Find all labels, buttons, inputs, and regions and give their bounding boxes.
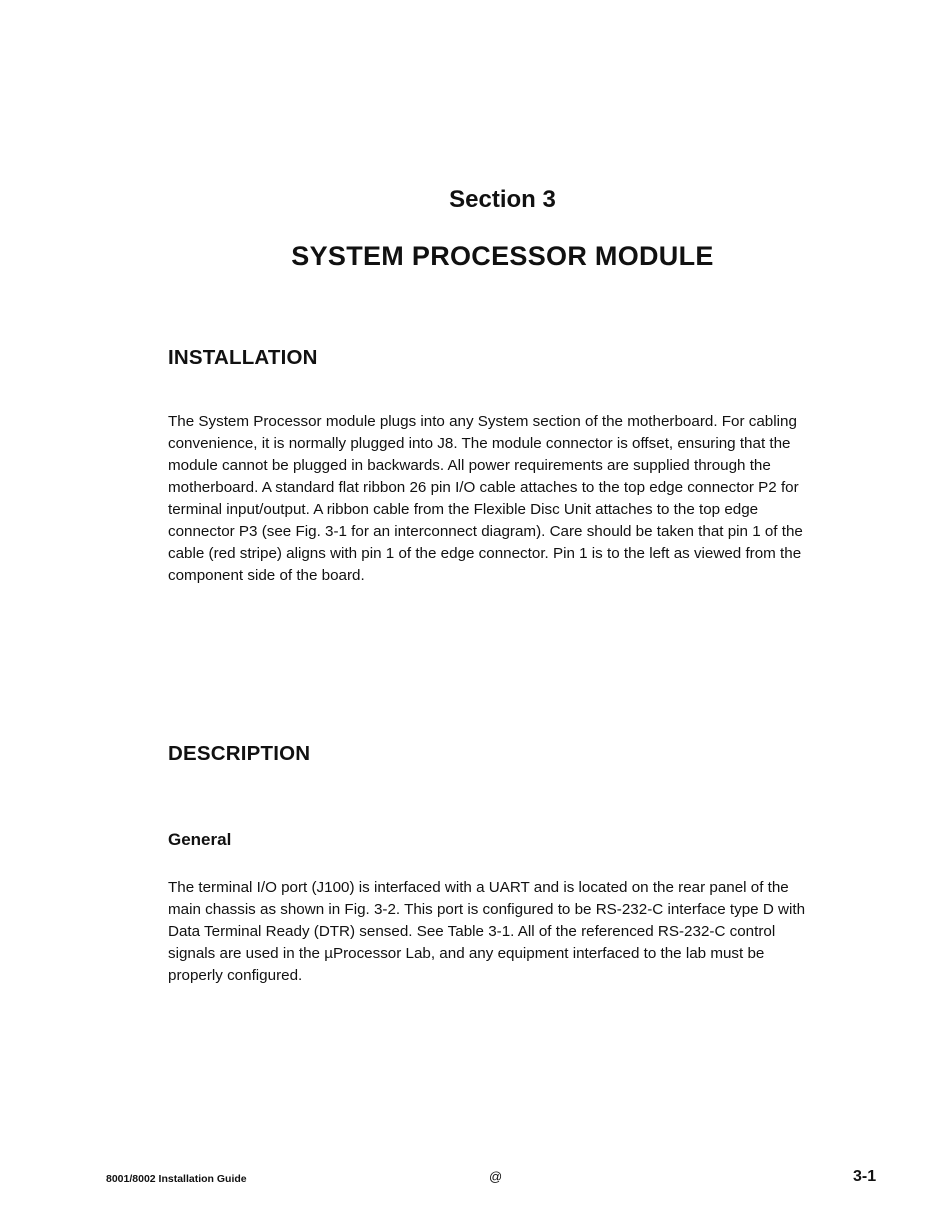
installation-paragraph: The System Processor module plugs into any System section of the motherboard. For cabling convenience, it is normally plugged into J8. The module connector is offset, ensuring that the module cannot be plugged in backwards. All power requirements are supplied through the motherboard. A standard flat ribbon 26 pin I/O cable attaches to the top edge connector P2 for terminal input/output. A ribbon cable from the Flexible Disc Unit attaches to the top edge connector P3 (see Fig. 3-1 for an interconnect diagram). Care should be taken that pin 1 of the cable (red stripe) aligns with pin 1 of the edge connector. Pin 1 is to the left as viewed from the component side of the board. bbox=[168, 413, 803, 584]
footer-mark: @ bbox=[489, 1169, 503, 1184]
section-title: SYSTEM PROCESSOR MODULE bbox=[291, 241, 714, 271]
section-number: Section 3 bbox=[449, 186, 556, 213]
page-number: 3-1 bbox=[853, 1168, 877, 1185]
footer-document-title: 8001/8002 Installation Guide bbox=[106, 1173, 247, 1185]
installation-heading: INSTALLATION bbox=[168, 346, 318, 369]
general-paragraph: The terminal I/O port (J100) is interfaced with a UART and is located on the rear panel of the main chassis as shown in Fig. 3-2. This port is configured to be RS-232-C interface type D with Data Terminal Ready (DTR) sensed. See Table 3-1. All of the referenced RS-232-C control signals are used in the µProcessor Lab, and any equipment interfaced to the lab must be properly configured. bbox=[168, 879, 806, 984]
description-heading: DESCRIPTION bbox=[168, 742, 311, 765]
general-subheading: General bbox=[168, 830, 232, 849]
